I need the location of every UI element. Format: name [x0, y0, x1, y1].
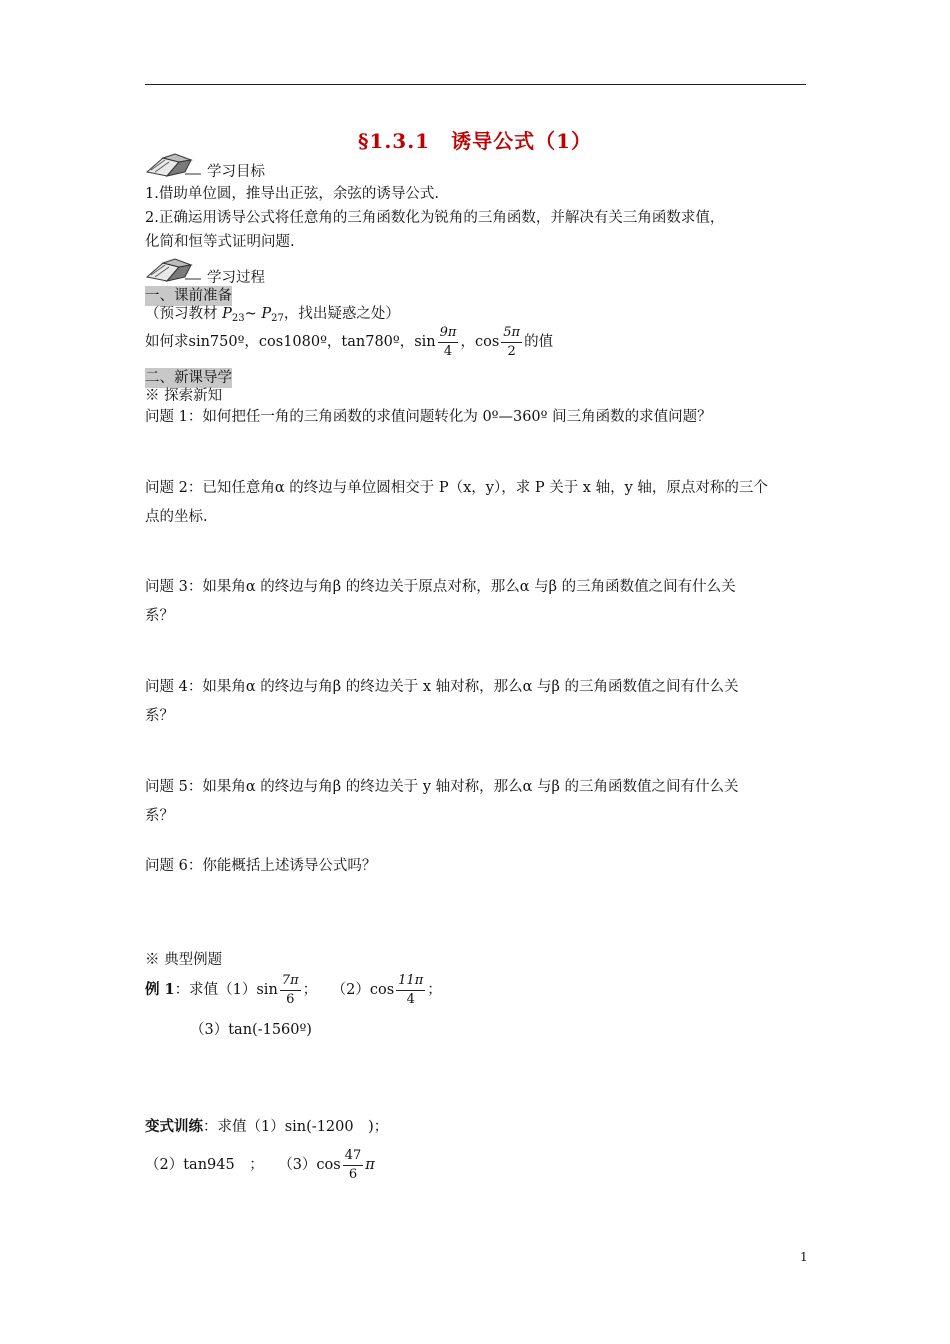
examples-heading: ※ 典型例题 — [145, 952, 223, 968]
question-3-line-1: 问题 3：如果角α 的终边与角β 的终边关于原点对称，那么α 与β 的三角函数值之间有什么关 — [145, 579, 736, 595]
question-4-line-2: 系？ — [145, 708, 174, 724]
fraction-9pi-over-4: $\frac{9\pi}{4}$ — [439, 324, 457, 359]
question-5-line-1: 问题 5：如果角α 的终边与角β 的终边关于 y 轴对称，那么α 与β 的三角函数值之间有什么关 — [145, 779, 739, 795]
part-1-heading: 一、课前准备 — [145, 288, 232, 304]
book-icon — [145, 152, 201, 178]
variant-training-line-2: （2）tan945 ； （3）cos $\frac{47}{6}$ π — [145, 1147, 375, 1182]
question-2-line-2: 点的坐标. — [145, 509, 208, 525]
question-1: 问题 1：如何把任一角的三角函数的求值问题转化为 0º—360º 间三角函数的求值问题？ — [145, 409, 712, 425]
fraction-5pi-over-2: $\frac{5\pi}{2}$ — [503, 324, 521, 359]
question-2-line-1: 问题 2：已知任意角α 的终边与单位圆相交于 P（x，y），求 P 关于 x 轴，y 轴，原点对称的三个 — [145, 480, 768, 496]
variant-training-line-1: 变式训练：求值（1）sin(-1200 )； — [145, 1118, 389, 1135]
fraction-11pi-over-4: $\frac{11\pi}{4}$ — [398, 972, 424, 1007]
preview-instruction: （预习教材 $P_{23}\sim$ $P_{27}$，找出疑惑之处） — [145, 306, 400, 324]
how-to-question: 如何求sin750º，cos1080º，tan780º，sin $\frac{9\pi}{4}$ ，cos $\frac{5\pi}{2}$ 的值 — [145, 324, 554, 359]
page-title: §1.3.1 诱导公式（1） — [357, 129, 593, 153]
part-2-heading: 二、新课导学 — [145, 370, 232, 386]
section-process-heading: 学习过程 — [207, 270, 265, 286]
example-1-part-3: （3）tan(-1560º) — [190, 1022, 312, 1038]
question-3-line-2: 系？ — [145, 608, 174, 624]
book-icon — [145, 257, 201, 283]
example-1: 例 1：求值（1）sin $\frac{7\pi}{6}$ ； （2）cos $\frac{11\pi}{4}$ ； — [145, 972, 442, 1007]
question-6: 问题 6：你能概括上述诱导公式吗？ — [145, 858, 377, 874]
goal-2-line-2: 化简和恒等式证明问题. — [145, 234, 295, 250]
fraction-7pi-over-6: $\frac{7\pi}{6}$ — [281, 972, 299, 1007]
question-4-line-1: 问题 4：如果角α 的终边与角β 的终边关于 x 轴对称，那么α 与β 的三角函数值之间有什么关 — [145, 679, 739, 695]
page-number: 1 — [800, 1250, 808, 1264]
fraction-47-over-6: $\frac{47}{6}$ — [344, 1147, 362, 1182]
section-goals-heading: 学习目标 — [207, 164, 265, 180]
header-rule — [145, 84, 806, 85]
goal-2-line-1: 2.正确运用诱导公式将任意角的三角函数化为锐角的三角函数，并解决有关三角函数求值， — [145, 210, 725, 226]
goal-1: 1.借助单位圆，推导出正弦，余弦的诱导公式. — [145, 186, 439, 202]
question-5-line-2: 系？ — [145, 808, 174, 824]
explore-heading: ※ 探索新知 — [145, 388, 223, 404]
